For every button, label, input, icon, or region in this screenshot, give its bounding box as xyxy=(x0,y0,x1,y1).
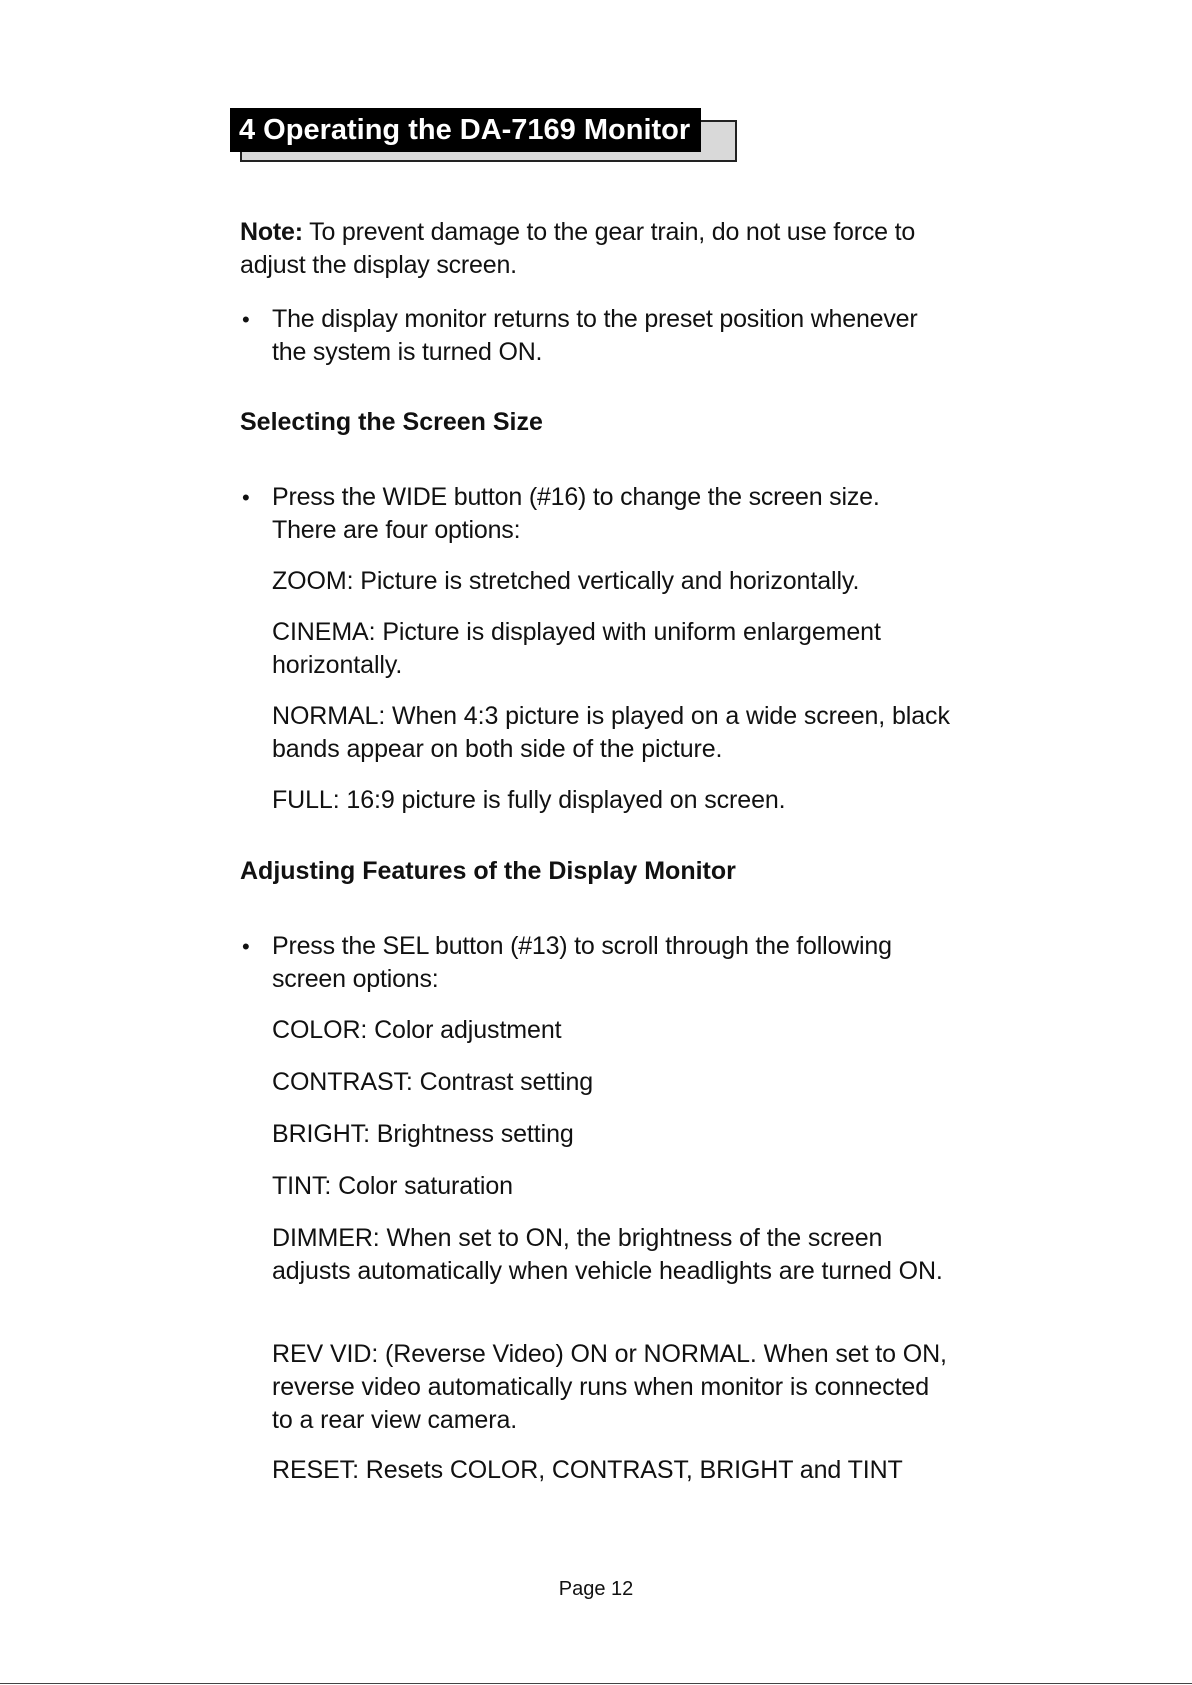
chapter-heading xyxy=(230,108,730,154)
display-option-rev-vid: REV VID: (Reverse Video) ON or NORMAL. When set to ON, reverse video automatically runs when monitor is connected to a rear view camera. xyxy=(272,1340,947,1434)
screen-size-option-normal: NORMAL: When 4:3 picture is played on a wide screen, black bands appear on both side of the picture. xyxy=(272,702,950,763)
display-option-tint: TINT: Color saturation xyxy=(272,1172,513,1200)
intro-bullet-item xyxy=(240,303,940,369)
display-option-bright: BRIGHT: Brightness setting xyxy=(272,1120,574,1148)
screen-size-option-cinema: CINEMA: Picture is displayed with uniform enlargement horizontally. xyxy=(272,618,881,679)
note-text: To prevent damage to the gear train, do not use force to adjust the display screen. xyxy=(240,218,916,279)
screen-size-bullet-text: Press the WIDE button (#16) to change the screen size. There are four options: xyxy=(272,483,880,544)
section-heading-screen-size: Selecting the Screen Size xyxy=(240,408,543,436)
display-features-bullet-text: Press the SEL button (#13) to scroll through the following screen options: xyxy=(272,932,892,993)
chapter-title: 4 Operating the DA-7169 Monitor xyxy=(230,108,701,152)
page-number: Page 12 xyxy=(558,1578,634,1600)
screen-size-option-full: FULL: 16:9 picture is fully displayed on screen. xyxy=(272,786,786,814)
display-option-contrast: CONTRAST: Contrast setting xyxy=(272,1068,594,1096)
note-paragraph xyxy=(240,216,940,282)
screen-size-option-zoom: ZOOM: Picture is stretched vertically and horizontally. xyxy=(272,567,860,595)
display-option-reset: RESET: Resets COLOR, CONTRAST, BRIGHT and TINT xyxy=(272,1456,903,1484)
bullet-icon: • xyxy=(242,934,250,959)
bullet-icon: • xyxy=(242,307,250,332)
display-option-dimmer: DIMMER: When set to ON, the brightness of the screen adjusts automatically when vehicle headlights are turned ON. xyxy=(272,1224,943,1285)
intro-bullet-text: The display monitor returns to the preset position whenever the system is turned ON. xyxy=(272,305,918,366)
bullet-icon: • xyxy=(242,485,250,510)
display-option-color: COLOR: Color adjustment xyxy=(272,1016,562,1044)
screen-size-bullet-item xyxy=(240,481,940,547)
bottom-divider xyxy=(0,1683,1192,1684)
section-heading-display-features: Adjusting Features of the Display Monitor xyxy=(240,857,736,885)
display-features-bullet-item xyxy=(240,930,940,996)
note-label: Note: xyxy=(240,218,303,246)
